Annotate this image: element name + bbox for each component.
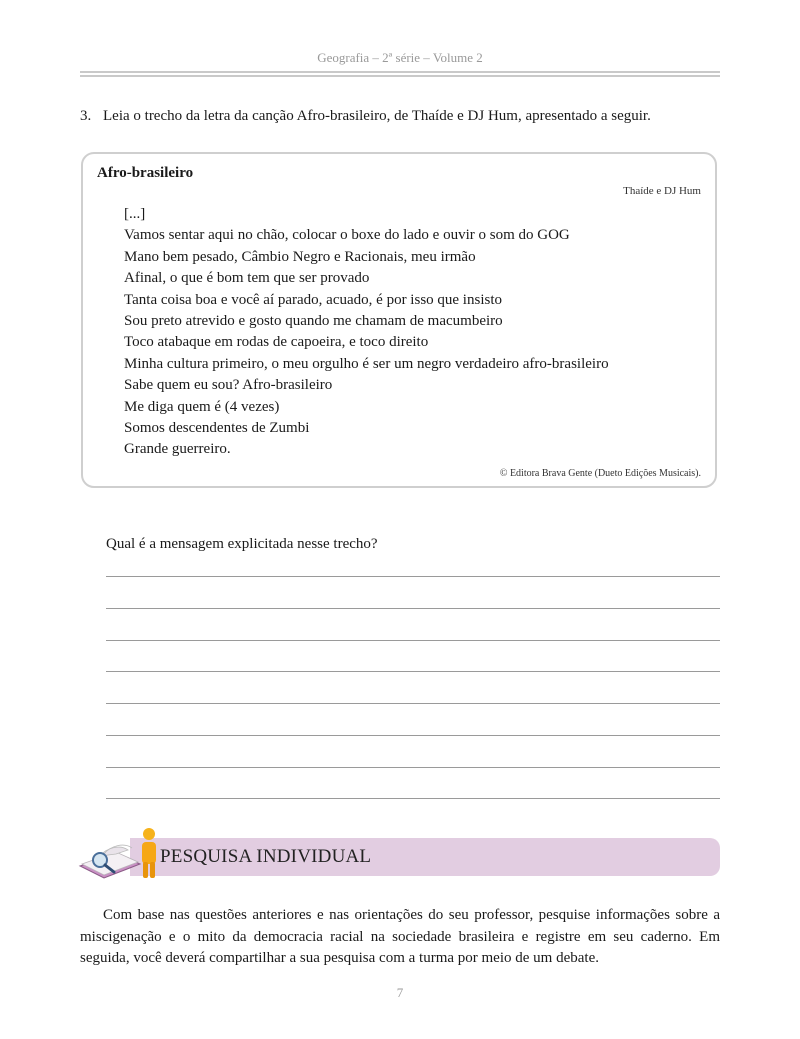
lyric-line: Me diga quem é (4 vezes) [124, 398, 280, 415]
section-title: PESQUISA INDIVIDUAL [160, 846, 372, 867]
answer-line[interactable] [106, 703, 720, 704]
answer-line[interactable] [106, 640, 720, 641]
question-number: 3. [80, 108, 92, 124]
lyric-line: Vamos sentar aqui no chão, colocar o boxe do lado e ouvir o som do GOG [124, 227, 570, 244]
song-author: Thaíde e DJ Hum [623, 185, 701, 197]
answer-line[interactable] [106, 576, 720, 577]
song-lyrics [124, 204, 609, 461]
question-text: Leia o trecho da letra da canção Afro-brasileiro, de Thaíde e DJ Hum, apresentado a seguir. [103, 108, 651, 124]
question-3 [80, 106, 720, 126]
header-rule [80, 71, 720, 73]
answer-prompt: Qual é a mensagem explicitada nesse trecho? [106, 536, 378, 552]
lyric-line: Toco atabaque em rodas de capoeira, e toco direito [124, 334, 429, 351]
lyric-line: Somos descendentes de Zumbi [124, 420, 310, 437]
running-header: Geografia – 2ª série – Volume 2 [317, 50, 483, 65]
answer-line[interactable] [106, 671, 720, 672]
lyric-line: Minha cultura primeiro, o meu orgulho é ser um negro verdadeiro afro-brasileiro [124, 355, 609, 372]
lyric-line: Afinal, o que é bom tem que ser provado [124, 270, 370, 287]
answer-line[interactable] [106, 735, 720, 736]
book-magnifier-person-icon [76, 824, 162, 884]
page-number: 7 [396, 985, 404, 1000]
research-instructions: Com base nas questões anteriores e nas orientações do seu professor, pesquise informações sobre a miscigenação e o mito da democracia racial na sociedade brasileira e registre em seu caderno. Em seguida, você deverá compartilhar a sua pesquisa com a turma por meio de um debate. [80, 907, 720, 966]
answer-line[interactable] [106, 767, 720, 768]
lyric-line: Sabe quem eu sou? Afro-brasileiro [124, 377, 333, 394]
answer-line[interactable] [106, 798, 720, 799]
lyric-line: Mano bem pesado, Câmbio Negro e Racionais, meu irmão [124, 248, 476, 265]
lyric-line: [...] [124, 206, 146, 222]
lyric-line: Sou preto atrevido e gosto quando me chamam de macumbeiro [124, 313, 503, 330]
lyric-line: Grande guerreiro. [124, 441, 231, 458]
lyric-line: Tanta coisa boa e você aí parado, acuado, é por isso que insisto [124, 291, 502, 308]
song-box [81, 152, 717, 488]
answer-line[interactable] [106, 608, 720, 609]
header-rule [80, 75, 720, 77]
song-title: Afro-brasileiro [97, 165, 194, 181]
copyright-credit: © Editora Brava Gente (Dueto Edições Musicais). [499, 468, 701, 479]
